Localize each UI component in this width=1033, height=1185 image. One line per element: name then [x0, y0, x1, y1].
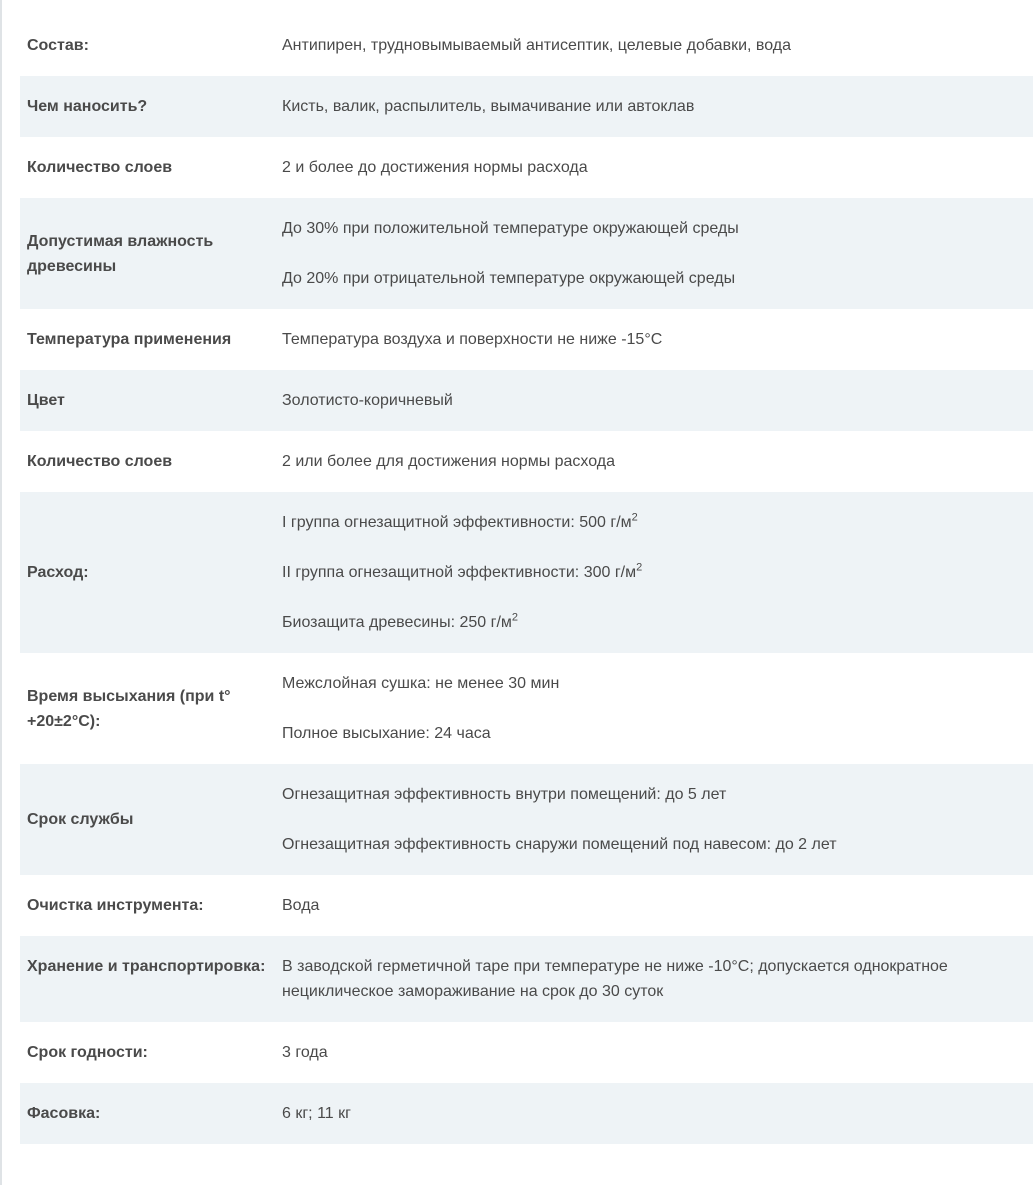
spec-label: Время высыхания (при t° +20±2°С): — [27, 687, 231, 730]
spec-label: Срок службы — [27, 811, 134, 828]
spec-value-line: Кисть, валик, распылитель, вымачивание или автоклав — [282, 98, 695, 115]
spec-row-color — [20, 370, 1033, 431]
unit-superscript: 2 — [636, 561, 643, 574]
spec-label: Состав: — [27, 37, 89, 54]
spec-label: Срок годности: — [27, 1044, 148, 1061]
spec-value — [276, 155, 1033, 180]
spec-value-line: Температура воздуха и поверхности не ниже -15°С — [282, 331, 663, 348]
unit-superscript: 2 — [631, 511, 638, 524]
spec-row-drying-time — [20, 653, 1033, 764]
spec-row-service-life — [20, 764, 1033, 875]
spec-value-line — [282, 560, 1013, 585]
spec-row-application-temperature — [20, 309, 1033, 370]
spec-label: Чем наносить? — [27, 98, 148, 115]
spec-row-wood-moisture — [20, 198, 1033, 309]
left-border-rule — [0, 0, 2, 1185]
spec-value-line: 2 и более до достижения нормы расхода — [282, 159, 588, 176]
spec-value-line: Антипирен, трудновымываемый антисептик, целевые добавки, вода — [282, 37, 791, 54]
spec-value-line: Вода — [282, 897, 320, 914]
spec-row-shelf-life — [20, 1022, 1033, 1083]
spec-label: Расход: — [27, 564, 89, 581]
spec-label: Количество слоев — [27, 159, 173, 176]
spec-value — [276, 1101, 1033, 1126]
spec-row-layers-2 — [20, 431, 1033, 492]
spec-value — [276, 893, 1033, 918]
spec-value-text: II группа огнезащитной эффективности: 300 г/м — [282, 564, 637, 581]
spec-value — [276, 782, 1033, 857]
spec-label: Цвет — [27, 392, 65, 409]
spec-label: Количество слоев — [27, 453, 173, 470]
spec-row-layers — [20, 137, 1033, 198]
spec-value-line: Огнезащитная эффективность внутри помещений: до 5 лет — [282, 786, 727, 803]
spec-value-line: 6 кг; 11 кг — [282, 1105, 351, 1122]
spec-value-line: Золотисто-коричневый — [282, 392, 453, 409]
unit-superscript: 2 — [511, 611, 519, 624]
spec-value-text: Биозащита древесины: 250 г/м — [282, 614, 512, 631]
spec-value-line: 3 года — [282, 1044, 328, 1061]
spec-value — [276, 954, 1033, 1004]
spec-value-line: До 30% при положительной температуре окружающей среды — [282, 220, 739, 237]
spec-label: Фасовка: — [27, 1105, 101, 1122]
spec-label: Температура применения — [27, 331, 232, 348]
spec-value-line: Межслойная сушка: не менее 30 мин — [282, 675, 560, 692]
spec-value-line: Огнезащитная эффективность снаружи помещений под навесом: до 2 лет — [282, 836, 837, 853]
spec-value-text: I группа огнезащитной эффективности: 500 г/м — [282, 514, 632, 531]
spec-value — [276, 33, 1033, 58]
spec-row-storage-transport — [20, 936, 1033, 1022]
spec-value — [276, 216, 1033, 291]
spec-value — [276, 327, 1033, 352]
spec-label: Допустимая влажность древесины — [27, 232, 214, 275]
spec-row-application-method — [20, 76, 1033, 137]
spec-value-line: В заводской герметичной таре при температуре не ниже -10°С; допускается однократное нециклическое замораживание на срок до 30 суток — [282, 958, 948, 1000]
spec-row-tool-cleaning — [20, 875, 1033, 936]
spec-row-packaging — [20, 1083, 1033, 1144]
spec-value — [276, 449, 1033, 474]
spec-value-line: Полное высыхание: 24 часа — [282, 725, 491, 742]
spec-row-composition — [20, 15, 1033, 76]
spec-value-line — [282, 610, 1013, 635]
spec-label: Хранение и транспортировка: — [27, 958, 266, 975]
spec-value — [276, 388, 1033, 413]
spec-table — [20, 15, 1033, 1144]
spec-value-line: 2 или более для достижения нормы расхода — [282, 453, 616, 470]
spec-value-line: До 20% при отрицательной температуре окружающей среды — [282, 270, 736, 287]
spec-value — [276, 94, 1033, 119]
spec-value — [276, 671, 1033, 746]
spec-value-line — [282, 510, 1013, 535]
spec-value — [276, 1040, 1033, 1065]
spec-row-consumption — [20, 492, 1033, 653]
spec-value — [276, 510, 1033, 635]
spec-label: Очистка инструмента: — [27, 897, 204, 914]
